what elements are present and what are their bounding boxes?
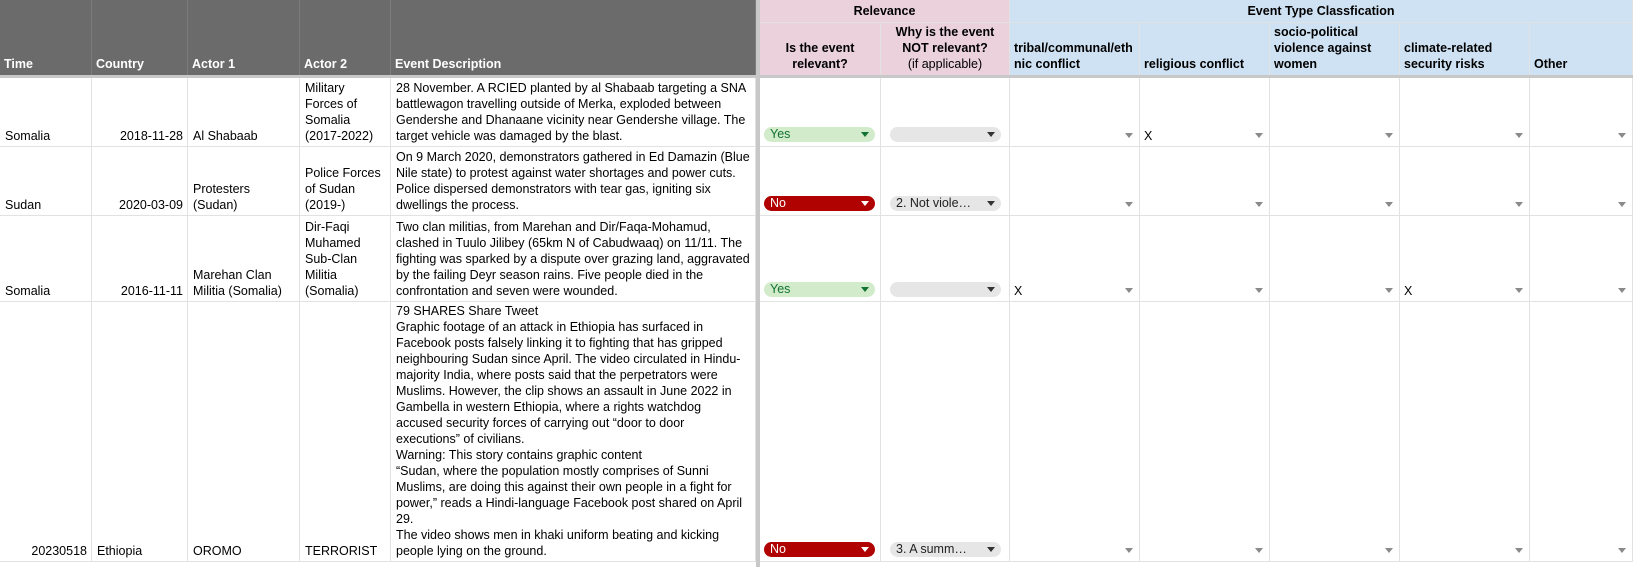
row3-socio-cell[interactable] [1270,216,1400,302]
chevron-down-icon[interactable] [1255,202,1263,207]
header-actor2[interactable] [300,0,391,76]
row3-relevant-dropdown[interactable] [764,282,875,297]
row4-country[interactable]: Ethiopia [92,302,188,562]
row3-tribal-value: X [1014,284,1023,298]
header-actor1-label: Actor 1 [192,57,236,71]
header-time-label: Time [4,57,33,71]
row2-socio-cell[interactable] [1270,147,1400,216]
row4-reason-dropdown[interactable] [890,542,1001,557]
row1-climate-cell[interactable] [1400,78,1530,147]
row2-actor2[interactable]: Police Forces of Sudan (2019-) [300,147,391,216]
row3-relevant-value: Yes [770,282,791,296]
row3-climate-value: X [1404,284,1413,298]
chevron-down-icon[interactable] [1385,288,1393,293]
header-other[interactable] [1530,23,1633,76]
row2-other-cell[interactable] [1530,147,1633,216]
chevron-down-icon[interactable] [1618,288,1626,293]
row1-socio-cell[interactable] [1270,78,1400,147]
row4-actor2[interactable]: TERRORIST [300,302,391,562]
header-actor2-label: Actor 2 [304,57,348,71]
header-description[interactable] [391,0,756,76]
header-tribal-label: tribal/communal/ethnic conflict [1014,41,1133,71]
header-climate-label: climate-related security risks [1404,41,1493,71]
header-tribal[interactable] [1010,23,1140,76]
chevron-down-icon[interactable] [1255,288,1263,293]
row3-actor2[interactable]: Dir-Faqi Muhamed Sub-Clan Militia (Somalia) [300,216,391,302]
chevron-down-icon [861,287,869,292]
chevron-down-icon [861,132,869,137]
chevron-down-icon[interactable] [1125,202,1133,207]
row1-time[interactable]: Somalia [0,78,92,147]
row4-reason-cell[interactable] [881,302,1010,562]
header-socio[interactable] [1270,23,1400,76]
chevron-down-icon[interactable] [1515,548,1523,553]
row1-other-cell[interactable] [1530,78,1633,147]
row4-tribal-cell[interactable] [1010,302,1140,562]
row3-climate-cell[interactable] [1400,216,1530,302]
row1-country[interactable]: 2018-11-28 [92,78,188,147]
row2-country[interactable]: 2020-03-09 [92,147,188,216]
header-group-event-type[interactable]: Event Type Classfication [1010,0,1633,23]
row3-time[interactable]: Somalia [0,216,92,302]
row3-tribal-cell[interactable] [1010,216,1140,302]
chevron-down-icon[interactable] [1255,133,1263,138]
chevron-down-icon [987,547,995,552]
row2-relevant-value: No [770,196,786,210]
header-actor1[interactable] [188,0,300,76]
chevron-down-icon[interactable] [1515,133,1523,138]
row2-reason-value: 2. Not viole… [896,196,972,210]
row1-reason-cell[interactable] [881,78,1010,147]
chevron-down-icon [861,547,869,552]
chevron-down-icon[interactable] [1618,133,1626,138]
row1-description[interactable]: 28 November. A RCIED planted by al Shabaab targeting a SNA battlewagon travelling outside of Merka, exploded between Gendershe and Dhanaane vicinity near Gendershe village. The target vehicle was damaged by the blast. [391,78,756,147]
row3-reason-cell[interactable] [881,216,1010,302]
chevron-down-icon[interactable] [1385,548,1393,553]
row1-tribal-cell[interactable] [1010,78,1140,147]
frozen-column-divider[interactable] [756,0,760,567]
chevron-down-icon [987,132,995,137]
row3-country[interactable]: 2016-11-11 [92,216,188,302]
header-country[interactable] [92,0,188,76]
row3-reason-dropdown[interactable] [890,282,1001,297]
row1-reason-dropdown[interactable] [890,127,1001,142]
row1-relevant-value: Yes [770,127,791,141]
row4-description[interactable]: 79 SHARES Share Tweet Graphic footage of an attack in Ethiopia has surfaced in Facebook posts falsely linking it to fighting that has gripped neighbouring Sudan since April. The video circulated in Hindu-majority India, where posts said that the perpetrators were Muslims. However, the clip shows an assault in June 2022 in Gambella in western Ethiopia, where a rights watchdog accused security forces of carrying out “door to door executions” of civilians. Warning: This story contains graphic content “Sudan, where the population mostly comprises of Sunni Muslims, are doing this against their own people in a fight for power,” reads a Hindi-language Facebook post shared on April 29. The video shows men in khaki uniform beating and kicking people lying on the ground. [391,302,756,562]
header-socio-label: socio-political violence against women [1274,25,1372,71]
header-is-relevant[interactable] [760,23,881,76]
chevron-down-icon[interactable] [1385,202,1393,207]
frozen-row-divider[interactable] [0,75,1633,78]
chevron-down-icon[interactable] [1618,548,1626,553]
chevron-down-icon[interactable] [1515,288,1523,293]
row2-relevant-dropdown[interactable] [764,196,875,211]
chevron-down-icon[interactable] [1385,133,1393,138]
row1-actor2[interactable]: Military Forces of Somalia (2017-2022) [300,78,391,147]
row3-relevant-cell[interactable] [760,216,881,302]
chevron-down-icon[interactable] [1515,202,1523,207]
header-group-relevance[interactable]: Relevance [760,0,1010,23]
row2-description[interactable]: On 9 March 2020, demonstrators gathered in Ed Damazin (Blue Nile state) to protest against water shortages and power cuts. Police dispersed demonstrators with tear gas, igniting six dwellings the process. [391,147,756,216]
header-why-not[interactable] [881,23,1010,76]
chevron-down-icon[interactable] [1255,548,1263,553]
row1-relevant-cell[interactable] [760,78,881,147]
header-religious[interactable] [1140,23,1270,76]
row1-religious-value: X [1144,129,1153,143]
chevron-down-icon [987,201,995,206]
row2-reason-cell[interactable] [881,147,1010,216]
row4-other-cell[interactable] [1530,302,1633,562]
header-why-not-note: (if applicable) [907,57,983,71]
row2-climate-cell[interactable] [1400,147,1530,216]
row2-tribal-cell[interactable] [1010,147,1140,216]
header-religious-label: religious conflict [1144,57,1245,71]
row1-relevant-dropdown[interactable] [764,127,875,142]
row4-socio-cell[interactable] [1270,302,1400,562]
row3-religious-cell[interactable] [1140,216,1270,302]
header-is-relevant-label: Is the event relevant? [785,41,855,71]
row4-relevant-cell[interactable] [760,302,881,562]
row4-religious-cell[interactable] [1140,302,1270,562]
row4-reason-value: 3. A summ… [896,542,967,556]
row2-relevant-cell[interactable] [760,147,881,216]
chevron-down-icon [987,287,995,292]
row2-religious-cell[interactable] [1140,147,1270,216]
row1-religious-cell[interactable] [1140,78,1270,147]
row4-relevant-dropdown[interactable] [764,542,875,557]
row3-actor1[interactable]: Marehan Clan Militia (Somalia) [188,216,300,302]
chevron-down-icon[interactable] [1618,202,1626,207]
row4-climate-cell[interactable] [1400,302,1530,562]
chevron-down-icon[interactable] [1125,548,1133,553]
chevron-down-icon [861,201,869,206]
row2-time[interactable]: Sudan [0,147,92,216]
row4-time[interactable]: 20230518 [0,302,92,562]
header-description-label: Event Description [395,57,502,71]
chevron-down-icon[interactable] [1125,133,1133,138]
header-why-not-label: Why is the event NOT relevant? [895,25,995,55]
row4-relevant-value: No [770,542,786,556]
header-time[interactable] [0,0,92,76]
header-climate[interactable] [1400,23,1530,76]
row2-actor1[interactable]: Protesters (Sudan) [188,147,300,216]
row3-other-cell[interactable] [1530,216,1633,302]
chevron-down-icon[interactable] [1125,288,1133,293]
row2-reason-dropdown[interactable] [890,196,1001,211]
row4-actor1[interactable]: OROMO [188,302,300,562]
row3-description[interactable]: Two clan militias, from Marehan and Dir/Faqa-Mohamud, clashed in Tuulo Jilibey (65km N of Cabudwaaq) on 11/11. The fighting was sparked by a dispute over grazing land, aggravated by the failing Deyr season rains. Five people died in the confrontation and seven were wounded. [391,216,756,302]
row1-actor1[interactable]: Al Shabaab [188,78,300,147]
header-country-label: Country [96,57,144,71]
header-other-label: Other [1534,57,1568,71]
